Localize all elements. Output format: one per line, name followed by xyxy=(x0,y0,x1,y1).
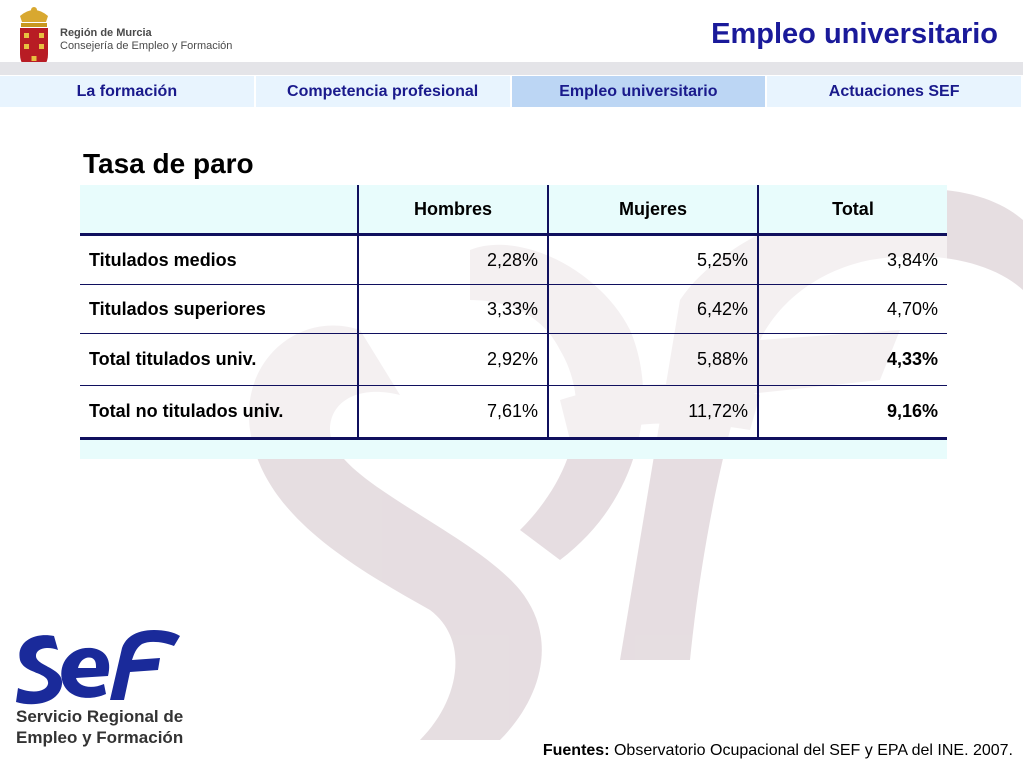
cell-total: 9,16% xyxy=(758,386,947,439)
row-label: Total titulados univ. xyxy=(80,334,358,386)
cell-hombres: 3,33% xyxy=(358,285,548,334)
table-row xyxy=(80,386,947,439)
cell-total: 3,84% xyxy=(758,235,947,285)
row-label: Total no titulados univ. xyxy=(80,386,358,439)
tab-competencia-profesional[interactable]: Competencia profesional xyxy=(256,76,512,107)
cell-total: 4,33% xyxy=(758,334,947,386)
logo-text-line1: Servicio Regional de xyxy=(16,707,184,726)
unemployment-table xyxy=(80,185,947,459)
tab-actuaciones-sef[interactable]: Actuaciones SEF xyxy=(767,76,1023,107)
table-header-row xyxy=(80,185,947,235)
table-header-cell: Hombres xyxy=(358,185,548,235)
cell-mujeres: 6,42% xyxy=(548,285,758,334)
table-header-cell: Mujeres xyxy=(548,185,758,235)
cell-hombres: 2,92% xyxy=(358,334,548,386)
cell-mujeres: 5,88% xyxy=(548,334,758,386)
org-department: Consejería de Empleo y Formación xyxy=(60,40,233,52)
cell-hombres: 7,61% xyxy=(358,386,548,439)
table-row xyxy=(80,285,947,334)
org-name: Región de Murcia xyxy=(60,27,152,39)
cell-mujeres: 11,72% xyxy=(548,386,758,439)
cell-total: 4,70% xyxy=(758,285,947,334)
logo-text-line2: Empleo y Formación xyxy=(16,728,184,747)
section-title: Tasa de paro xyxy=(83,148,254,179)
table-header-cell xyxy=(80,185,358,235)
sef-logo-icon xyxy=(14,628,182,708)
source-text: Observatorio Ocupacional del SEF y EPA del INE. 2007. xyxy=(609,742,1013,759)
source-note xyxy=(543,742,1013,760)
source-label: Fuentes: xyxy=(542,742,610,759)
table-footer-band xyxy=(80,440,947,459)
tab-la-formacion[interactable]: La formación xyxy=(0,76,256,107)
nav-bar xyxy=(0,76,1023,107)
table-row xyxy=(80,235,947,285)
page-title: Empleo universitario xyxy=(711,18,998,50)
row-label: Titulados superiores xyxy=(80,285,358,334)
cell-mujeres: 5,25% xyxy=(548,235,758,285)
cell-hombres: 2,28% xyxy=(358,235,548,285)
table-row xyxy=(80,334,947,386)
table-header-cell: Total xyxy=(758,185,947,235)
header xyxy=(0,0,1023,62)
header-divider xyxy=(0,62,1023,75)
row-label: Titulados medios xyxy=(80,235,358,285)
tab-empleo-universitario[interactable]: Empleo universitario xyxy=(512,76,768,107)
